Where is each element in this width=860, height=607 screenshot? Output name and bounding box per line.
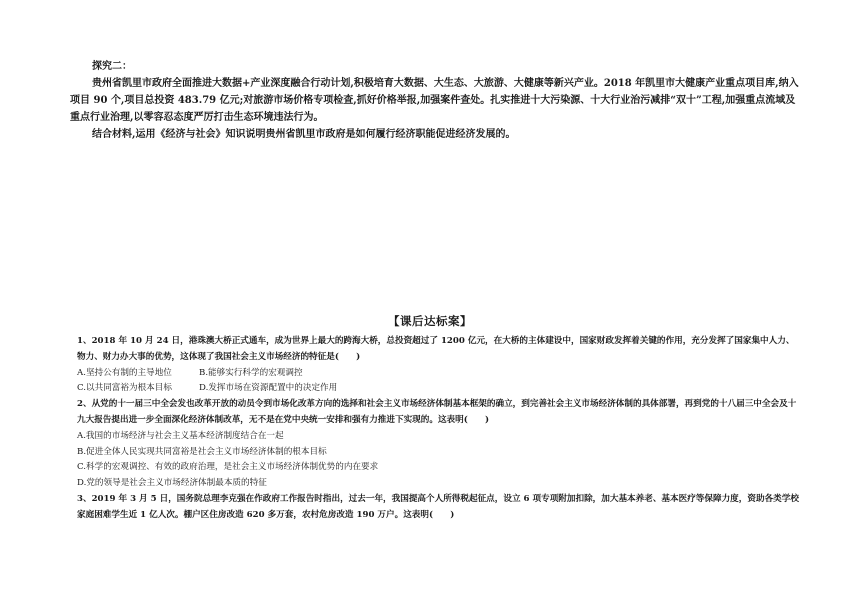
explore-paragraph: 贵州省凯里市政府全面推进大数据+产业深度融合行动计划,积极培育大数据、大生态、大旅游、大健康等新兴产业。2018 年凯里市大健康产业重点项目库,纳入项目 90 个,项目总投资 483.79 亿元;对旅游市场价格专项检查,抓好价格举报,加强案件查处。扎实推进十大污染源、十大行业治污减排“双十”工程,加强重点流域及重点行业治理,以零容忍态度严厉打击生态环境违法行为。 [70,78,799,123]
question-2-stem: 2、从党的十一届三中全会发也改革开放的动员令到市场化改革方向的选择和社会主义市场经济体制基本框架的确立，到完善社会主义市场经济体制的具体部署，再到党的十八届三中全会及十九大报告提出进一步全面深化经济体制改革，无不是在党中央统一安排和强有力推进下实现的。这表明( ) [77,399,797,425]
question-1-options-row-2 [77,381,799,397]
question-2-option-c: C.科学的宏观调控、有效的政府治理，是社会主义市场经济体制优势的内在要求 [77,462,379,473]
question-1-option-c: C.以共同富裕为根本目标 [77,383,172,394]
after-class-questions [77,334,799,524]
question-1-options-row-1 [77,366,799,382]
explore-question: 结合材料,运用《经济与社会》知识说明贵州省凯里市政府是如何履行经济职能促进经济发展的。 [92,129,516,140]
question-2-option-d: D.党的领导是社会主义市场经济体制最本质的特征 [77,478,267,489]
question-3-stem: 3、2019 年 3 月 5 日，国务院总理李克强在作政府工作报告时指出，过去一年，我国提高个人所得税起征点，设立 6 项专项附加扣除，加大基本养老、基本医疗等保障力度，资助各类学校家庭困难学生近 1 亿人次。棚户区住房改造 620 多万套，农村危房改造 190 万户。这表明( ) [77,493,799,520]
question-1-option-a: A.坚持公有制的主导地位 [77,367,172,378]
question-1-stem: 1、2018 年 10 月 24 日，港珠澳大桥正式通车，成为世界上最大的跨海大桥，总投资超过了 1200 亿元，在大桥的主体建设中，国家财政发挥着关键的作用，充分发挥了国家集中人力、物力、财力办大事的优势，这体现了我国社会主义市场经济的特征是( ) [77,336,795,362]
question-2-option-b: B.促进全体人民实现共同富裕是社会主义市场经济体制的根本目标 [77,446,327,457]
after-class-title: 【课后达标案】 [388,314,472,328]
question-2-option-a: A.我国的市场经济与社会主义基本经济制度结合在一起 [77,430,284,441]
question-1-option-b: B.能够实行科学的宏观调控 [199,367,303,378]
explore-section [70,58,800,143]
explore-heading: 探究二： [92,61,132,72]
question-1-option-d: D.发挥市场在资源配置中的决定作用 [199,383,338,394]
